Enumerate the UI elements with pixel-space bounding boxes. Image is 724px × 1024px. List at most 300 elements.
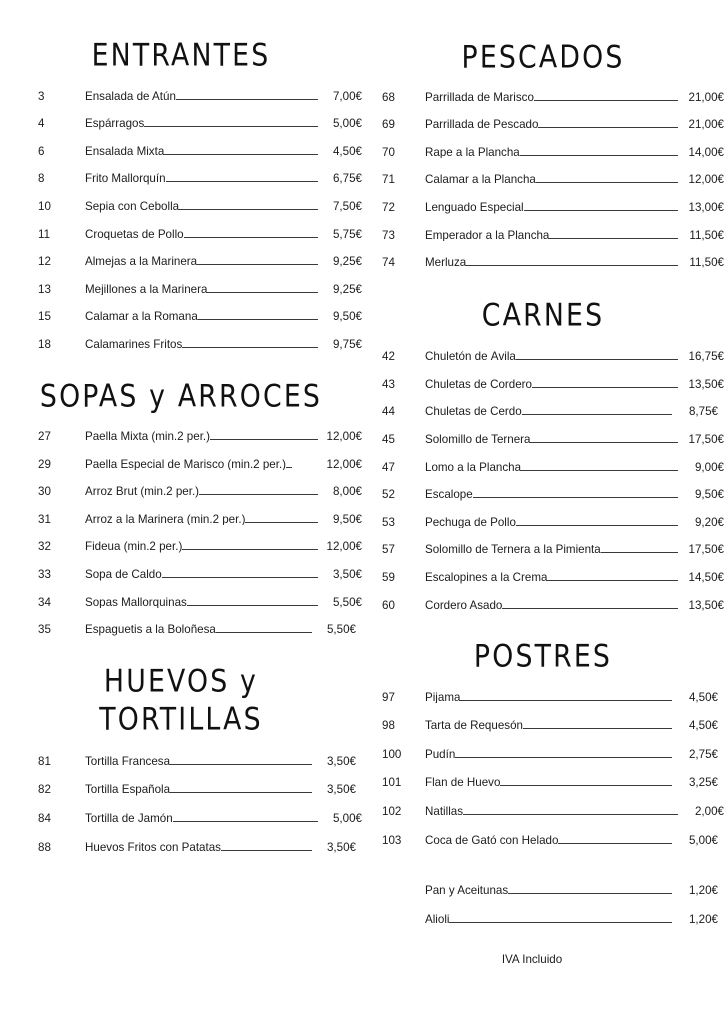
section-carnes (362, 269, 724, 611)
menu-row (0, 784, 362, 796)
item-name: Chuletas de Cerdo (425, 406, 522, 418)
item-price: 12,00€ (326, 457, 362, 471)
menu-right-column (362, 0, 724, 1024)
menu-row (362, 914, 724, 926)
item-name-cell (425, 351, 678, 363)
item-name: Parrillada de Marisco (425, 91, 534, 104)
item-price: 7,00€ (332, 89, 362, 103)
item-number: 34 (38, 595, 51, 609)
item-price: 9,50€ (332, 512, 362, 526)
item-name-cell (85, 756, 312, 768)
item-name-cell (425, 119, 678, 131)
item-name-cell (425, 749, 672, 761)
leader-line (184, 229, 318, 238)
item-name: Chuletón de Ávila (425, 351, 516, 363)
section-sopas-y-arroces (0, 350, 362, 635)
item-number: 3 (38, 89, 45, 103)
menu-row (362, 600, 724, 612)
leader-line (524, 202, 678, 211)
leader-line (197, 256, 318, 265)
item-price: 11,50€ (689, 228, 724, 242)
section-postres (362, 611, 724, 846)
item-number: 18 (38, 337, 51, 351)
item-number: 44 (382, 405, 395, 419)
item-price: 13,00€ (688, 200, 724, 214)
item-name-cell (85, 91, 318, 103)
item-name: Huevos Fritos con Patatas (85, 841, 221, 854)
menu-row (0, 201, 362, 213)
item-name-cell (425, 489, 678, 501)
item-price: 14,00€ (688, 145, 724, 159)
item-name-cell (425, 885, 672, 897)
item-name-cell (85, 486, 318, 498)
leader-line (530, 434, 678, 443)
item-price: 9,25€ (332, 282, 362, 296)
menu-row (362, 406, 724, 418)
leader-line (463, 806, 678, 815)
section-title-entrantes: ENTRANTES (91, 37, 271, 74)
item-price: 5,00€ (688, 833, 718, 847)
item-price: 9,50€ (694, 488, 724, 502)
leader-line (532, 379, 678, 388)
items-pescados (362, 92, 724, 269)
item-price: 17,50€ (688, 433, 724, 446)
item-price: 2,00€ (694, 805, 724, 819)
leader-line (466, 257, 678, 266)
item-number: 27 (38, 430, 51, 443)
item-price: 2,75€ (688, 747, 718, 761)
menu-row (0, 597, 362, 609)
item-price: 21,00€ (688, 118, 724, 132)
item-name: Ensalada de Atún (85, 90, 176, 103)
item-price: 17,50€ (688, 543, 724, 557)
menu-row (362, 720, 724, 732)
section-title-postres: POSTRES (473, 638, 613, 675)
item-number: 100 (382, 747, 402, 761)
leader-line (216, 624, 312, 633)
leader-line (549, 230, 678, 239)
item-name: Lomo a la Plancha (425, 461, 522, 474)
menu-row (0, 339, 362, 351)
leader-line (162, 569, 318, 578)
item-name-cell (85, 256, 318, 268)
section-title-wrap (362, 39, 724, 76)
leader-line (179, 201, 318, 210)
leader-line (455, 749, 672, 758)
item-number: 69 (382, 118, 395, 132)
items-extras (362, 885, 724, 925)
item-name: Parrillada de Pescado (425, 119, 539, 131)
leader-line (516, 517, 678, 526)
item-name: Tortilla Española (85, 784, 171, 796)
item-number: 81 (38, 754, 51, 768)
leader-line (198, 311, 318, 320)
menu-row (0, 813, 362, 825)
item-name-cell (85, 146, 318, 158)
item-name-cell (85, 514, 318, 526)
item-price: 9,75€ (332, 337, 362, 351)
item-number: 102 (382, 805, 402, 819)
menu-row (0, 569, 362, 581)
leader-line (522, 406, 672, 415)
item-number: 88 (38, 840, 51, 854)
item-name: Almejas a la Marinera (85, 256, 198, 268)
leader-line (164, 146, 318, 155)
item-price: 12,00€ (688, 173, 724, 187)
menu-row (362, 92, 724, 104)
item-number: 74 (382, 256, 395, 270)
item-name-cell (425, 544, 678, 556)
section-title-wrap (0, 378, 362, 415)
item-number: 29 (38, 457, 51, 471)
item-price: 12,00€ (326, 430, 362, 443)
item-name-cell (425, 692, 672, 704)
item-number: 97 (382, 690, 395, 704)
item-number: 72 (382, 200, 395, 214)
menu-row (362, 544, 724, 556)
item-name: Ensalada Mixta (85, 145, 165, 158)
menu-row (362, 147, 724, 159)
menu-row (362, 119, 724, 131)
item-number: 4 (38, 117, 45, 131)
item-price: 4,50€ (688, 690, 718, 704)
item-price: 16,75€ (688, 350, 724, 364)
item-price: 5,50€ (326, 623, 356, 637)
items-postres (362, 692, 724, 847)
item-number: 32 (38, 540, 51, 554)
leader-line (144, 118, 318, 127)
menu-row (362, 489, 724, 501)
leader-line (170, 756, 312, 765)
menu-row (362, 885, 724, 897)
leader-line (536, 174, 678, 183)
item-number: 60 (382, 598, 395, 612)
item-name: Fideua (min.2 per.) (85, 541, 183, 553)
item-name-cell (425, 517, 678, 529)
item-name-cell (425, 147, 678, 159)
item-name-cell (425, 806, 678, 818)
item-name-cell (425, 406, 672, 418)
item-price: 1,20€ (688, 912, 718, 926)
item-name: Paella Mixta (min.2 per.) (85, 431, 211, 443)
leader-line (187, 597, 318, 606)
item-number: 31 (38, 512, 51, 526)
menu-row (0, 173, 362, 185)
leader-line (166, 173, 318, 182)
item-name-cell (85, 201, 318, 213)
item-price: 8,75€ (688, 405, 718, 419)
menu-row (362, 777, 724, 789)
menu-row (362, 517, 724, 529)
item-name: Cordero Asado (425, 599, 503, 612)
leader-line (199, 486, 318, 495)
item-name: Pudín (425, 748, 456, 761)
item-number: 47 (382, 460, 395, 474)
item-name-cell (425, 777, 672, 789)
leader-line (521, 462, 678, 471)
leader-line (286, 459, 292, 468)
item-name-cell (85, 339, 318, 351)
item-name: Espaguetis a la Boloñesa (85, 624, 216, 636)
item-name: Pechuga de Pollo (425, 516, 516, 529)
menu-row (0, 118, 362, 130)
iva-note: IVA Incluido (501, 953, 563, 967)
item-name-cell (85, 842, 312, 854)
item-name-cell (425, 600, 678, 612)
item-price: 5,50€ (332, 595, 362, 609)
item-name: Tortilla Francesa (85, 755, 171, 768)
item-name: Pan y Aceitunas (425, 885, 509, 897)
item-name: Mejillones a la Marinera (85, 283, 208, 296)
item-price: 12,00€ (326, 540, 362, 554)
leader-line (170, 784, 312, 793)
item-number: 33 (38, 567, 51, 581)
item-number: 59 (382, 570, 395, 584)
item-number: 45 (382, 433, 395, 446)
leader-line (516, 351, 678, 360)
leader-line (538, 119, 678, 128)
leader-line (449, 914, 672, 923)
item-name-cell (425, 379, 678, 391)
leader-line (547, 572, 678, 581)
item-name: Sopas Mallorquinas (85, 596, 187, 609)
leader-line (207, 284, 318, 293)
item-number: 8 (38, 172, 45, 186)
menu-row (362, 257, 724, 269)
item-name-cell (425, 720, 672, 732)
item-price: 3,25€ (688, 776, 718, 790)
item-name-cell (85, 284, 318, 296)
menu-row (0, 146, 362, 158)
item-name-cell (425, 434, 678, 446)
item-name: Natillas (425, 806, 464, 818)
item-name: Solomillo de Ternera a la Pimienta (425, 544, 601, 556)
menu-row (362, 351, 724, 363)
menu-row (0, 256, 362, 268)
item-name: Escalopines a la Crema (425, 571, 548, 584)
menu-row (362, 806, 724, 818)
item-price: 6,75€ (332, 172, 362, 186)
leader-line (500, 777, 672, 786)
item-name: Sopa de Caldo (85, 568, 162, 581)
item-number: 43 (382, 377, 395, 391)
section-title-wrap (362, 638, 724, 675)
menu-row (362, 692, 724, 704)
item-price: 8,00€ (332, 485, 362, 499)
item-price: 1,20€ (688, 884, 718, 898)
menu-row (362, 749, 724, 761)
section-title-pescados: PESCADOS (461, 39, 625, 76)
item-name-cell (425, 914, 672, 926)
leader-line (460, 692, 672, 701)
item-name: Coca de Gató con Helado (425, 834, 559, 847)
leader-line (502, 600, 678, 609)
item-price: 3,50€ (326, 754, 356, 768)
item-name: Frito Mallorquín (85, 173, 166, 185)
item-name: Solomillo de Ternera (425, 434, 531, 446)
item-name: Calamar a la Plancha (425, 174, 536, 186)
item-number: 52 (382, 488, 395, 502)
menu-row (0, 756, 362, 768)
menu-row (362, 835, 724, 847)
menu-row (362, 174, 724, 186)
item-name-cell (85, 541, 318, 553)
item-price: 11,50€ (689, 256, 724, 270)
item-name-cell (85, 311, 318, 323)
item-name: Flan de Huevo (425, 777, 501, 790)
item-name: Escalope (425, 489, 473, 501)
menu-row (362, 379, 724, 391)
item-name-cell (85, 597, 318, 609)
menu-row (0, 486, 362, 498)
item-number: 53 (382, 515, 395, 529)
item-name: Alioli (425, 913, 450, 926)
section-entrantes (0, 0, 362, 350)
menu-row (0, 624, 362, 636)
leader-line (558, 835, 672, 844)
menu-row (0, 514, 362, 526)
leader-line (523, 720, 672, 729)
item-price: 3,50€ (326, 840, 356, 854)
item-price: 3,50€ (332, 567, 362, 581)
menu-row (0, 541, 362, 553)
item-number: 57 (382, 543, 395, 557)
item-number: 6 (38, 144, 45, 158)
leader-line (601, 544, 678, 553)
item-name: Chuletas de Cordero (425, 378, 532, 391)
menu-row (0, 229, 362, 241)
item-price: 4,50€ (332, 144, 362, 158)
item-name: Calamarines Fritos (85, 338, 183, 351)
item-name-cell (85, 813, 318, 825)
leader-line (520, 147, 678, 156)
item-name: Espárragos (85, 118, 145, 130)
item-price: 4,50€ (688, 719, 718, 733)
section-title-huevos-y-tortillas-line2: TORTILLAS (99, 701, 263, 738)
item-name: Merluza (425, 257, 467, 269)
item-name-cell (85, 431, 318, 443)
item-price: 14,50€ (688, 570, 724, 584)
item-price: 9,00€ (694, 460, 724, 474)
section-title-sopas-y-arroces: SOPAS y ARROCES (39, 378, 323, 415)
item-number: 68 (382, 90, 395, 104)
item-name: Rape a la Plancha (425, 146, 520, 159)
item-name-cell (85, 624, 312, 636)
item-number: 42 (382, 350, 395, 364)
item-number: 101 (382, 776, 402, 790)
items-huevos-y-tortillas (0, 756, 362, 853)
menu-row (0, 284, 362, 296)
item-name-cell (85, 229, 318, 241)
item-name: Croquetas de Pollo (85, 228, 184, 241)
item-name-cell (85, 784, 312, 796)
section-title-wrap (0, 663, 362, 738)
item-number: 84 (38, 812, 51, 825)
item-number: 10 (38, 199, 51, 213)
item-number: 11 (38, 227, 51, 241)
items-sopas-y-arroces (0, 431, 362, 636)
item-number: 12 (38, 255, 51, 269)
item-number: 15 (38, 310, 51, 324)
item-number: 98 (382, 719, 395, 733)
leader-line (182, 541, 318, 550)
item-name: Tarta de Requesón (425, 720, 523, 732)
item-number: 13 (38, 282, 51, 296)
items-entrantes (0, 91, 362, 351)
item-name-cell (425, 462, 678, 474)
leader-line (210, 431, 318, 440)
item-number: 82 (38, 783, 51, 797)
section-title-wrap (0, 37, 362, 74)
item-name: Pijama (425, 691, 461, 704)
menu-row (362, 572, 724, 584)
item-name-cell (425, 92, 678, 104)
menu-row (0, 842, 362, 854)
item-price: 9,50€ (332, 310, 362, 324)
item-name: Tortilla de Jamón (85, 813, 173, 825)
item-number: 70 (382, 145, 395, 159)
item-name-cell (85, 173, 318, 185)
item-price: 5,00€ (332, 117, 362, 131)
item-name-cell (425, 174, 678, 186)
section-title-huevos-y-tortillas-line1: HUEVOS y (103, 663, 259, 700)
item-name-cell (425, 257, 678, 269)
item-number: 71 (382, 173, 395, 187)
items-carnes (362, 351, 724, 611)
menu-row (362, 202, 724, 214)
item-name-cell (85, 118, 318, 130)
menu-row (362, 434, 724, 446)
menu-row (362, 230, 724, 242)
leader-line (221, 842, 312, 851)
item-name: Arroz a la Marinera (min.2 per.) (85, 513, 246, 526)
item-number: 35 (38, 623, 51, 637)
item-price: 21,00€ (688, 90, 724, 104)
item-price: 13,50€ (688, 377, 724, 391)
leader-line (508, 885, 672, 894)
item-name-cell (85, 569, 318, 581)
item-name: Emperador a la Plancha (425, 229, 550, 242)
item-name-cell (425, 572, 678, 584)
leader-line (245, 514, 318, 523)
section-pescados (362, 0, 724, 269)
item-price: 9,20€ (694, 515, 724, 529)
item-name: Calamar a la Romana (85, 311, 198, 323)
item-name: Sepia con Cebolla (85, 200, 180, 213)
section-title-carnes: CARNES (481, 297, 605, 334)
item-name-cell (425, 230, 678, 242)
item-number: 73 (382, 228, 395, 242)
leader-line (182, 339, 318, 348)
leader-line (534, 92, 678, 101)
section-title-wrap (362, 297, 724, 334)
menu-row (0, 311, 362, 323)
leader-line (473, 489, 678, 498)
item-name: Paella Especial de Marisco (min.2 per.) (85, 458, 287, 471)
item-name: Lenguado Especial (425, 201, 524, 214)
menu-row (0, 459, 362, 471)
menu-row (362, 462, 724, 474)
leader-line (173, 813, 318, 822)
item-number: 103 (382, 833, 402, 847)
item-price: 7,50€ (332, 199, 362, 213)
item-name-cell (425, 835, 672, 847)
section-huevos-y-tortillas (0, 636, 362, 853)
item-name-cell (425, 202, 678, 214)
item-name: Arroz Brut (min.2 per.) (85, 486, 200, 498)
menu-row (0, 431, 362, 443)
section-extras (362, 846, 724, 966)
